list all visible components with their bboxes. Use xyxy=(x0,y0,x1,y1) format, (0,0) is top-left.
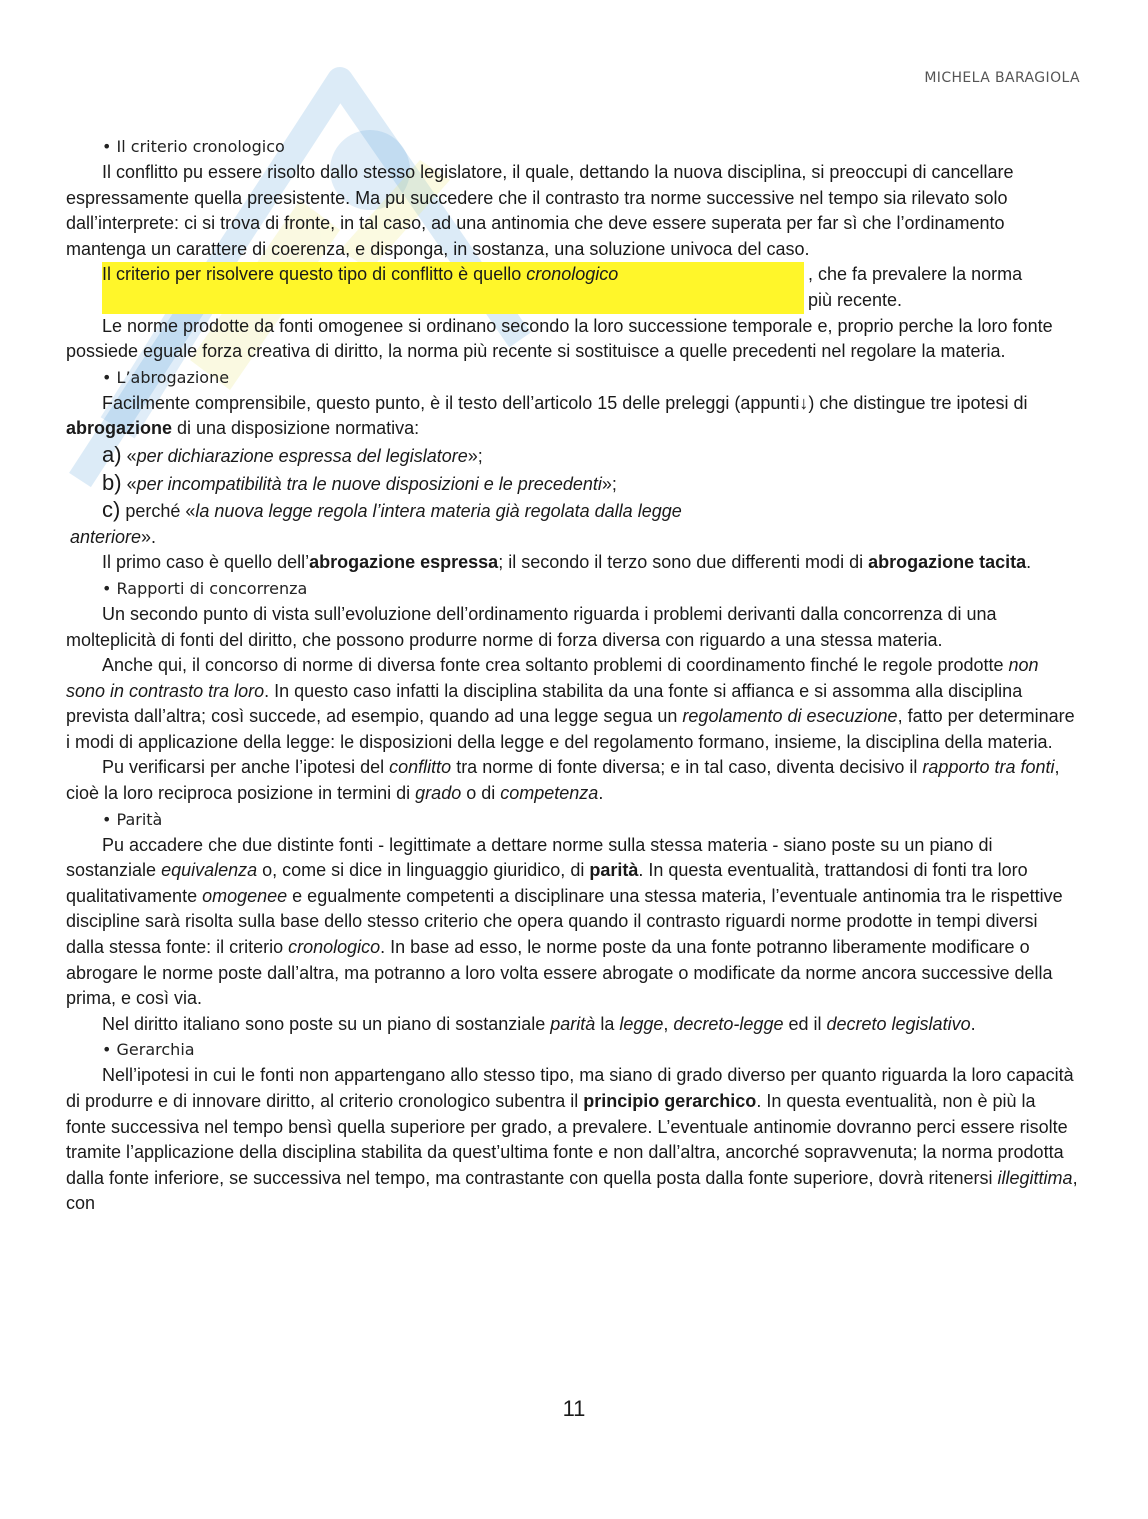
section-heading-concorrenza: • Rapporti di concorrenza xyxy=(102,578,308,598)
list-item-c: c) perché «la nuova legge regola l’intera materia già regolata dalla legge xyxy=(102,497,682,523)
paragraph: Anche qui, il concorso di norme di diversa fonte crea soltanto problemi di coordinamento finché le regole prodotte non sono in contrasto tra loro. In questo caso infatti la disciplina stabilita da una fonte si affianca e si assomma alla disciplina prevista dall’altra; così succede, ad esempio, quando ad una legge segua un regolamento di esecuzione, fatto per determinare i modi di applicazione della legge: le disposizioni della legge e del regolamento formano, insieme, la disciplina della materia. xyxy=(66,655,1075,752)
paragraph: Il conflitto pu essere risolto dallo stesso legislatore, il quale, dettando la nuova disciplina, si preoccupi di cancellare espressamente quella preesistente. Ma pu succedere che il contrasto tra norme successive nel tempo sia rilevato solo dall’interprete: ci si trova di fronte, in tal caso, ad una antinomia che deve essere superata per far sì che l’ordinamento mantenga un carattere di coerenza, e disponga, in sostanza, una soluzione univoca del caso. xyxy=(66,162,1014,259)
list-item-c-continuation: anteriore». xyxy=(70,526,157,547)
list-item-b: b) «per incompatibilità tra le nuove disposizioni e le precedenti»; xyxy=(102,469,617,495)
section-heading-parita: • Parità xyxy=(102,809,163,829)
paragraph: Facilmente comprensibile, questo punto, è il testo dell’articolo 15 delle preleggi (appunti↓) che distingue tre ipotesi di abrogazione di una disposizione normativa: xyxy=(66,392,1028,439)
text-highlight: Il criterio per risolvere questo tipo di conflitto è quello cronologico xyxy=(102,262,804,313)
list-item-a: a) «per dichiarazione espressa del legislatore»; xyxy=(102,441,483,467)
section-heading-cronologico: • Il criterio cronologico xyxy=(102,137,285,156)
paragraph: Nell’ipotesi in cui le fonti non appartengano allo stesso tipo, ma siano di grado diverso per quanto riguarda la loro capacità di produrre e di innovare diritto, al criterio cronologico subentra il principio gerarchico. In questa eventualità, non è più la fonte successiva nel tempo bensì quella superiore per grado, a prevalere. L’eventuale antinomie dovranno perci essere risolte tramite l’applicazione della disciplina stabilita da quest’ultima fonte e non dall’altra, ancorché sopravvenuta; la norma prodotta dalla fonte inferiore, se successiva nel tempo, ma contrastante con quella posta dalla fonte superiore, dovrà ritenersi illegittima, con xyxy=(66,1065,1078,1214)
paragraph: Il primo caso è quello dell’abrogazione espressa; il secondo il terzo sono due differenti modi di abrogazione tacita. xyxy=(102,552,1032,573)
paragraph: Pu accadere che due distinte fonti - legittimate a dettare norme sulla stessa materia - siano poste su un piano di sostanziale equivalenza o, come si dice in linguaggio giuridico, di parità. In questa eventualità, trattandosi di fonti tra loro qualitativamente omogenee e egualmente competenti a disciplinare una stessa materia, l’eventuale antinomia tra le rispettive discipline sarà risolta sulla base dello stesso criterio che opera quando il contrasto riguardi norme prodotte in tempi diversi dalla stessa fonte: il criterio cronologico. In base ad esso, le norme poste da una fonte potranno liberamente modificare o abrogare le norme poste dall’altra, ma potranno a loro volta essere abrogate o modificate da norme ancora successive della prima, e così via. xyxy=(66,834,1063,1009)
document-body xyxy=(66,134,1080,1217)
highlight-continuation: , che fa prevalere la norma più recente. xyxy=(808,264,1023,310)
page-number: 11 xyxy=(562,1396,586,1421)
paragraph: Un secondo punto di vista sull’evoluzione dell’ordinamento riguarda i problemi derivanti dalla concorrenza di una molteplicità di fonti del diritto, che possono produrre norme di forza diversa con riguardo a una stessa materia. xyxy=(66,603,997,650)
paragraph: Le norme prodotte da fonti omogenee si ordinano secondo la loro successione temporale e, proprio perche la loro fonte possiede eguale forza creativa di diritto, la norma più recente si sostituisce a quelle precedenti nel regolare la materia. xyxy=(66,315,1053,362)
author-header: MICHELA BARAGIOLA xyxy=(924,70,1080,86)
section-heading-gerarchia: • Gerarchia xyxy=(102,1040,195,1060)
section-heading-abrogazione: • L’abrogazione xyxy=(102,367,230,387)
highlighted-sentence xyxy=(66,262,1080,313)
paragraph: Nel diritto italiano sono poste su un piano di sostanziale parità la legge, decreto-legge ed il decreto legislativo. xyxy=(102,1013,976,1034)
paragraph: Pu verificarsi per anche l’ipotesi del conflitto tra norme di fonte diversa; e in tal caso, diventa decisivo il rapporto tra fonti, cioè la loro reciproca posizione in termini di grado o di competenza. xyxy=(66,757,1060,804)
